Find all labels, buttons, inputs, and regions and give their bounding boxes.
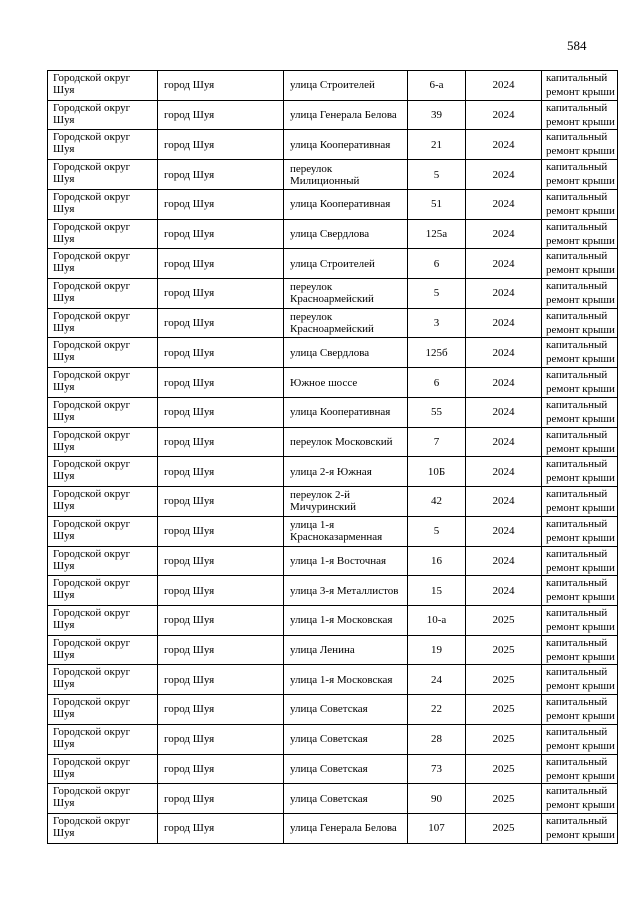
work-type-cell: капитальный ремонт крыши xyxy=(542,308,618,338)
year-cell: 2024 xyxy=(466,189,542,219)
year-cell: 2025 xyxy=(466,695,542,725)
year-cell: 2025 xyxy=(466,754,542,784)
house-number-cell: 51 xyxy=(408,189,466,219)
year-cell: 2024 xyxy=(466,130,542,160)
house-number-cell: 19 xyxy=(408,635,466,665)
work-type-cell: капитальный ремонт крыши xyxy=(542,665,618,695)
district-cell: Городской округ Шуя xyxy=(48,71,158,101)
table-row xyxy=(48,724,618,754)
street-cell: переулок Красноармейский xyxy=(284,308,408,338)
work-type-cell: капитальный ремонт крыши xyxy=(542,249,618,279)
table-row xyxy=(48,576,618,606)
work-type-cell: капитальный ремонт крыши xyxy=(542,427,618,457)
city-cell: город Шуя xyxy=(158,160,284,190)
street-cell: улица Генерала Белова xyxy=(284,100,408,130)
district-cell: Городской округ Шуя xyxy=(48,576,158,606)
year-cell: 2025 xyxy=(466,665,542,695)
work-type-cell: капитальный ремонт крыши xyxy=(542,635,618,665)
table-row xyxy=(48,100,618,130)
city-cell: город Шуя xyxy=(158,635,284,665)
work-type-cell: капитальный ремонт крыши xyxy=(542,754,618,784)
city-cell: город Шуя xyxy=(158,813,284,843)
table-row xyxy=(48,368,618,398)
city-cell: город Шуя xyxy=(158,665,284,695)
house-number-cell: 24 xyxy=(408,665,466,695)
work-type-cell: капитальный ремонт крыши xyxy=(542,813,618,843)
house-number-cell: 3 xyxy=(408,308,466,338)
year-cell: 2024 xyxy=(466,249,542,279)
year-cell: 2024 xyxy=(466,100,542,130)
street-cell: улица Свердлова xyxy=(284,219,408,249)
district-cell: Городской округ Шуя xyxy=(48,635,158,665)
district-cell: Городской округ Шуя xyxy=(48,605,158,635)
table-row xyxy=(48,308,618,338)
year-cell: 2024 xyxy=(466,308,542,338)
street-cell: Южное шоссе xyxy=(284,368,408,398)
city-cell: город Шуя xyxy=(158,546,284,576)
work-type-cell: капитальный ремонт крыши xyxy=(542,605,618,635)
year-cell: 2024 xyxy=(466,427,542,457)
table-row xyxy=(48,427,618,457)
district-cell: Городской округ Шуя xyxy=(48,665,158,695)
street-cell: переулок Московский xyxy=(284,427,408,457)
street-cell: улица Кооперативная xyxy=(284,397,408,427)
house-number-cell: 6 xyxy=(408,249,466,279)
table-row xyxy=(48,635,618,665)
table-row xyxy=(48,71,618,101)
page-number: 584 xyxy=(567,38,587,53)
district-cell: Городской округ Шуя xyxy=(48,457,158,487)
table-row xyxy=(48,516,618,546)
street-cell: улица Строителей xyxy=(284,249,408,279)
house-number-cell: 6 xyxy=(408,368,466,398)
district-cell: Городской округ Шуя xyxy=(48,487,158,517)
table-row xyxy=(48,754,618,784)
table-body xyxy=(48,71,618,844)
street-cell: улица Свердлова xyxy=(284,338,408,368)
street-cell: улица Кооперативная xyxy=(284,130,408,160)
table-row xyxy=(48,784,618,814)
table-row xyxy=(48,695,618,725)
house-number-cell: 73 xyxy=(408,754,466,784)
city-cell: город Шуя xyxy=(158,576,284,606)
street-cell: улица Советская xyxy=(284,695,408,725)
district-cell: Городской округ Шуя xyxy=(48,546,158,576)
work-type-cell: капитальный ремонт крыши xyxy=(542,546,618,576)
year-cell: 2025 xyxy=(466,724,542,754)
city-cell: город Шуя xyxy=(158,219,284,249)
district-cell: Городской округ Шуя xyxy=(48,160,158,190)
work-type-cell: капитальный ремонт крыши xyxy=(542,338,618,368)
work-type-cell: капитальный ремонт крыши xyxy=(542,219,618,249)
house-number-cell: 16 xyxy=(408,546,466,576)
street-cell: улица 2-я Южная xyxy=(284,457,408,487)
table-row xyxy=(48,487,618,517)
house-number-cell: 42 xyxy=(408,487,466,517)
table-row xyxy=(48,189,618,219)
work-type-cell: капитальный ремонт крыши xyxy=(542,397,618,427)
district-cell: Городской округ Шуя xyxy=(48,130,158,160)
city-cell: город Шуя xyxy=(158,338,284,368)
work-type-cell: капитальный ремонт крыши xyxy=(542,130,618,160)
work-type-cell: капитальный ремонт крыши xyxy=(542,368,618,398)
city-cell: город Шуя xyxy=(158,189,284,219)
city-cell: город Шуя xyxy=(158,368,284,398)
street-cell: улица 1-я Московская xyxy=(284,665,408,695)
street-cell: переулок Красноармейский xyxy=(284,279,408,309)
district-cell: Городской округ Шуя xyxy=(48,427,158,457)
house-number-cell: 6-а xyxy=(408,71,466,101)
city-cell: город Шуя xyxy=(158,427,284,457)
city-cell: город Шуя xyxy=(158,487,284,517)
work-type-cell: капитальный ремонт крыши xyxy=(542,487,618,517)
district-cell: Городской округ Шуя xyxy=(48,249,158,279)
district-cell: Городской округ Шуя xyxy=(48,189,158,219)
work-type-cell: капитальный ремонт крыши xyxy=(542,71,618,101)
city-cell: город Шуя xyxy=(158,130,284,160)
table-row xyxy=(48,457,618,487)
table-row xyxy=(48,279,618,309)
city-cell: город Шуя xyxy=(158,100,284,130)
street-cell: улица 1-я Московская xyxy=(284,605,408,635)
street-cell: улица 1-я Красноказарменная xyxy=(284,516,408,546)
work-type-cell: капитальный ремонт крыши xyxy=(542,279,618,309)
district-cell: Городской округ Шуя xyxy=(48,308,158,338)
city-cell: город Шуя xyxy=(158,397,284,427)
house-number-cell: 90 xyxy=(408,784,466,814)
street-cell: улица Кооперативная xyxy=(284,189,408,219)
year-cell: 2025 xyxy=(466,635,542,665)
house-number-cell: 107 xyxy=(408,813,466,843)
year-cell: 2025 xyxy=(466,605,542,635)
house-number-cell: 21 xyxy=(408,130,466,160)
city-cell: город Шуя xyxy=(158,754,284,784)
table-row xyxy=(48,160,618,190)
work-type-cell: капитальный ремонт крыши xyxy=(542,100,618,130)
table-row xyxy=(48,249,618,279)
district-cell: Городской округ Шуя xyxy=(48,516,158,546)
district-cell: Городской округ Шуя xyxy=(48,724,158,754)
year-cell: 2024 xyxy=(466,338,542,368)
house-number-cell: 28 xyxy=(408,724,466,754)
district-cell: Городской округ Шуя xyxy=(48,754,158,784)
house-number-cell: 7 xyxy=(408,427,466,457)
city-cell: город Шуя xyxy=(158,784,284,814)
year-cell: 2024 xyxy=(466,71,542,101)
city-cell: город Шуя xyxy=(158,724,284,754)
house-number-cell: 22 xyxy=(408,695,466,725)
house-number-cell: 125б xyxy=(408,338,466,368)
city-cell: город Шуя xyxy=(158,605,284,635)
city-cell: город Шуя xyxy=(158,695,284,725)
work-type-cell: капитальный ремонт крыши xyxy=(542,160,618,190)
year-cell: 2025 xyxy=(466,784,542,814)
year-cell: 2024 xyxy=(466,546,542,576)
district-cell: Городской округ Шуя xyxy=(48,695,158,725)
house-number-cell: 39 xyxy=(408,100,466,130)
work-type-cell: капитальный ремонт крыши xyxy=(542,695,618,725)
work-type-cell: капитальный ремонт крыши xyxy=(542,784,618,814)
year-cell: 2024 xyxy=(466,219,542,249)
house-number-cell: 10Б xyxy=(408,457,466,487)
street-cell: улица 1-я Восточная xyxy=(284,546,408,576)
city-cell: город Шуя xyxy=(158,308,284,338)
house-number-cell: 125а xyxy=(408,219,466,249)
house-number-cell: 5 xyxy=(408,279,466,309)
district-cell: Городской округ Шуя xyxy=(48,397,158,427)
year-cell: 2024 xyxy=(466,516,542,546)
work-type-cell: капитальный ремонт крыши xyxy=(542,189,618,219)
street-cell: улица Строителей xyxy=(284,71,408,101)
table-row xyxy=(48,130,618,160)
table-row xyxy=(48,665,618,695)
street-cell: улица Советская xyxy=(284,724,408,754)
street-cell: переулок Милиционный xyxy=(284,160,408,190)
works-table xyxy=(47,70,618,844)
year-cell: 2024 xyxy=(466,576,542,606)
district-cell: Городской округ Шуя xyxy=(48,784,158,814)
year-cell: 2024 xyxy=(466,279,542,309)
table-row xyxy=(48,813,618,843)
table-row xyxy=(48,546,618,576)
city-cell: город Шуя xyxy=(158,279,284,309)
district-cell: Городской округ Шуя xyxy=(48,219,158,249)
district-cell: Городской округ Шуя xyxy=(48,813,158,843)
year-cell: 2024 xyxy=(466,457,542,487)
year-cell: 2024 xyxy=(466,397,542,427)
street-cell: улица Советская xyxy=(284,754,408,784)
street-cell: улица Генерала Белова xyxy=(284,813,408,843)
work-type-cell: капитальный ремонт крыши xyxy=(542,516,618,546)
year-cell: 2024 xyxy=(466,368,542,398)
house-number-cell: 15 xyxy=(408,576,466,606)
table-row xyxy=(48,605,618,635)
street-cell: улица 3-я Металлистов xyxy=(284,576,408,606)
table-row xyxy=(48,338,618,368)
table-row xyxy=(48,219,618,249)
year-cell: 2025 xyxy=(466,813,542,843)
year-cell: 2024 xyxy=(466,487,542,517)
district-cell: Городской округ Шуя xyxy=(48,279,158,309)
district-cell: Городской округ Шуя xyxy=(48,338,158,368)
district-cell: Городской округ Шуя xyxy=(48,368,158,398)
street-cell: улица Ленина xyxy=(284,635,408,665)
city-cell: город Шуя xyxy=(158,457,284,487)
house-number-cell: 5 xyxy=(408,160,466,190)
city-cell: город Шуя xyxy=(158,71,284,101)
house-number-cell: 10-а xyxy=(408,605,466,635)
street-cell: переулок 2-й Мичуринский xyxy=(284,487,408,517)
district-cell: Городской округ Шуя xyxy=(48,100,158,130)
house-number-cell: 55 xyxy=(408,397,466,427)
work-type-cell: капитальный ремонт крыши xyxy=(542,576,618,606)
table-row xyxy=(48,397,618,427)
city-cell: город Шуя xyxy=(158,249,284,279)
work-type-cell: капитальный ремонт крыши xyxy=(542,724,618,754)
house-number-cell: 5 xyxy=(408,516,466,546)
city-cell: город Шуя xyxy=(158,516,284,546)
work-type-cell: капитальный ремонт крыши xyxy=(542,457,618,487)
year-cell: 2024 xyxy=(466,160,542,190)
street-cell: улица Советская xyxy=(284,784,408,814)
